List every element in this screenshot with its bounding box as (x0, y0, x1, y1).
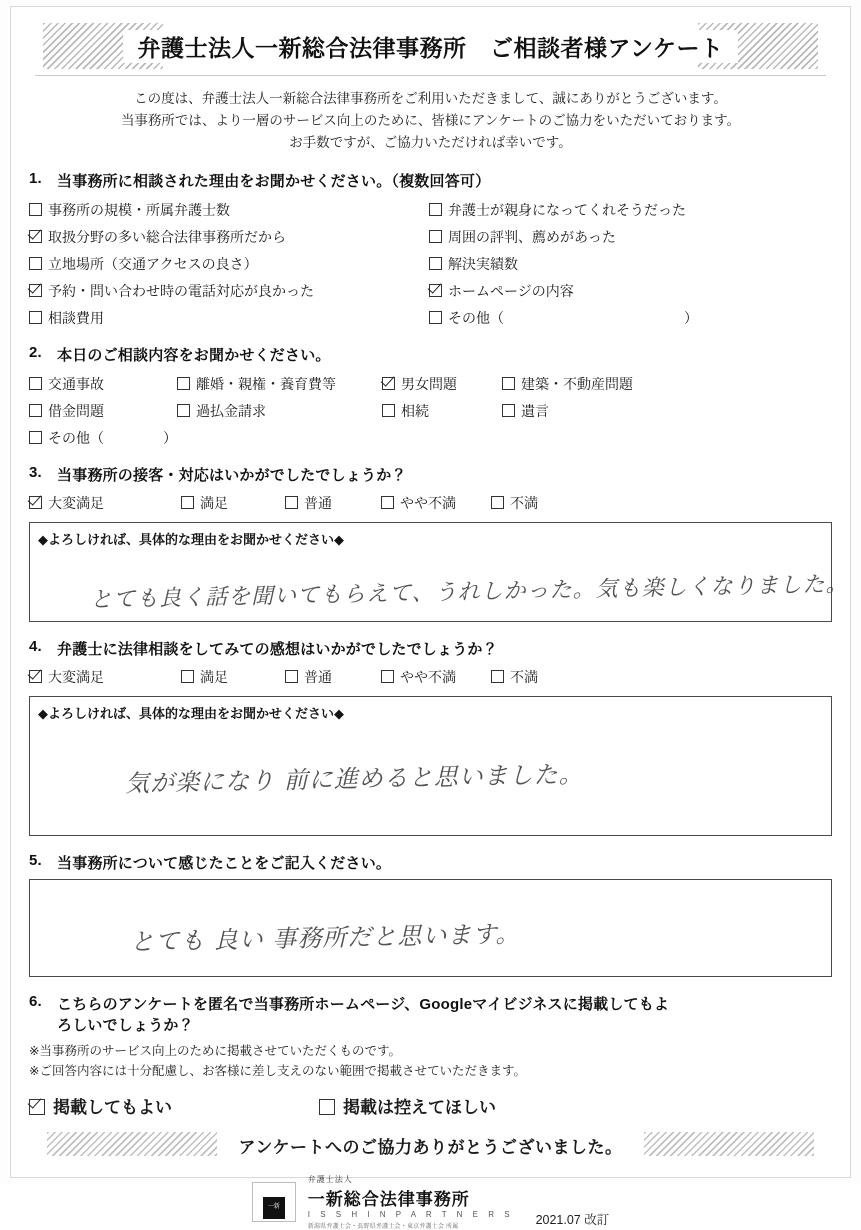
checkbox-icon[interactable] (381, 496, 394, 509)
checkbox-checked-icon[interactable] (429, 284, 442, 297)
question-6 (29, 993, 832, 1118)
q1-option-2-label: 取扱分野の多い総合法律事務所だから (48, 228, 286, 245)
q3-option-1-label: 満足 (200, 494, 228, 511)
checkbox-icon[interactable] (381, 670, 394, 683)
q4-option-1-label: 満足 (200, 668, 228, 685)
q6-option-1[interactable] (319, 1093, 496, 1118)
page-title: 弁護士法人一新総合法律事務所 ご相談者様アンケート (123, 30, 737, 63)
q1-option-8[interactable] (29, 308, 429, 328)
question-5-text: 当事務所について感じたことをご記入ください。 (57, 854, 392, 872)
q1-option-4[interactable] (29, 254, 429, 274)
question-3-number: 3. (29, 463, 42, 481)
q3-option-2[interactable] (285, 493, 381, 513)
q2-option-4-label: 借金問題 (48, 402, 104, 419)
question-2-options (29, 374, 832, 448)
checkbox-icon[interactable] (29, 404, 42, 417)
question-5-number: 5. (29, 851, 42, 869)
q3-option-0-label: 大変満足 (48, 494, 104, 511)
q1-option-4-label: 立地場所（交通アクセスの良さ） (48, 255, 258, 272)
q2-option-7-label: 遺言 (521, 402, 549, 419)
checkbox-icon[interactable] (29, 311, 42, 324)
checkbox-icon[interactable] (502, 377, 515, 390)
q3-option-3[interactable] (381, 493, 491, 513)
question-2-text: 本日のご相談内容をお聞かせください。 (57, 346, 331, 364)
checkbox-icon[interactable] (502, 404, 515, 417)
q2-option-6-label: 相続 (401, 402, 429, 419)
checkbox-icon[interactable] (429, 230, 442, 243)
question-4-options (29, 667, 832, 687)
revision-date: 2021.07 改訂 (535, 1212, 610, 1227)
footer-logo (29, 1174, 832, 1230)
q3-option-0[interactable] (29, 493, 181, 513)
checkbox-icon[interactable] (29, 377, 42, 390)
q1-option-6-label: 予約・問い合わせ時の電話対応が良かった (48, 282, 314, 299)
q1-option-3-label: 周囲の評判、薦めがあった (448, 228, 616, 245)
question-2 (29, 344, 832, 448)
q2-option-2-label: 男女問題 (401, 375, 457, 392)
question-6-text-line-1: こちらのアンケートを匿名で当事務所ホームページ、Googleマイビジネスに掲載してもよ (57, 995, 670, 1013)
q1-option-8-label: 相談費用 (48, 309, 104, 326)
q1-option-6[interactable] (29, 281, 429, 301)
question-6-note-1: ※当事務所のサービス向上のために掲載させていただくものです。 (29, 1043, 401, 1058)
question-4-answer-box[interactable] (29, 696, 832, 836)
checkbox-icon[interactable] (285, 670, 298, 683)
q1-option-0-label: 事務所の規模・所属弁護士数 (48, 201, 230, 218)
intro-line-3: お手数ですが、ご協力いただければ幸いです。 (289, 134, 572, 150)
question-4 (29, 638, 832, 836)
q2-option-0-label: 交通事故 (48, 375, 104, 392)
q1-option-7-label: ホームページの内容 (448, 282, 574, 299)
thanks-banner (29, 1132, 832, 1160)
q2-option-3[interactable] (502, 374, 633, 394)
question-3-heading (29, 464, 832, 485)
q4-option-4-label: 不満 (510, 668, 538, 685)
q6-option-0-label: 掲載してもよい (53, 1097, 172, 1117)
q2-option-1[interactable] (177, 374, 382, 394)
checkbox-icon[interactable] (491, 670, 504, 683)
q4-option-0[interactable] (29, 667, 181, 687)
question-5 (29, 852, 832, 977)
q4-option-1[interactable] (181, 667, 285, 687)
intro-line-2: 当事務所では、より一層のサービス向上のために、皆様にアンケートのご協力をいただいております。 (120, 112, 741, 128)
question-1-heading (29, 170, 832, 191)
checkbox-checked-icon[interactable] (29, 230, 42, 243)
q1-option-5[interactable] (429, 254, 518, 274)
checkbox-checked-icon[interactable] (29, 1099, 45, 1115)
checkbox-icon[interactable] (429, 257, 442, 270)
checkbox-icon[interactable] (177, 404, 190, 417)
q6-option-1-label: 掲載は控えてほしい (343, 1097, 496, 1117)
q1-option-0[interactable] (29, 200, 429, 220)
q1-option-2[interactable] (29, 227, 429, 247)
firm-logo-icon (252, 1182, 296, 1222)
firm-logo-mark-text: 一新 (263, 1197, 285, 1219)
firm-logo-line-4: 新潟県弁護士会・長野県弁護士会・東京弁護士会 所属 (307, 1223, 459, 1230)
q1-option-1[interactable] (429, 200, 686, 220)
q3-option-4[interactable] (491, 493, 538, 513)
firm-logo-line-3: I S S H I N P A R T N E R S (307, 1209, 514, 1219)
hatch-decoration-footer-left (47, 1132, 217, 1156)
question-3-handwritten-answer: とても良く話を聞いてもらえて、うれしかった。気も楽しくなりました。 (89, 571, 849, 613)
question-6-heading (29, 993, 832, 1035)
checkbox-icon[interactable] (181, 496, 194, 509)
checkbox-icon[interactable] (177, 377, 190, 390)
question-2-heading (29, 344, 832, 365)
q2-option-8[interactable] (29, 428, 177, 448)
q4-option-3[interactable] (381, 667, 491, 687)
question-1-text: 当事務所に相談された理由をお聞かせください。（複数回答可） (57, 172, 491, 190)
q1-option-9[interactable] (429, 308, 698, 328)
q4-option-2[interactable] (285, 667, 381, 687)
question-5-answer-box[interactable] (29, 880, 832, 977)
header-divider (35, 75, 826, 76)
checkbox-icon[interactable] (181, 670, 194, 683)
checkbox-icon[interactable] (285, 496, 298, 509)
document-header (29, 23, 832, 69)
checkbox-checked-icon[interactable] (29, 284, 42, 297)
scanned-sheet (10, 6, 851, 1230)
question-1-number: 1. (29, 169, 42, 187)
question-6-text-line-2: ろしいでしょうか？ (57, 1016, 194, 1034)
question-5-handwritten-answer: とても 良い 事務所だと思います。 (129, 919, 521, 956)
question-6-note-2: ※ご回答内容には十分配慮し、お客様に差し支えのない範囲で掲載させていただきます。 (29, 1063, 526, 1078)
question-6-options (29, 1093, 832, 1118)
checkbox-icon[interactable] (429, 311, 442, 324)
q4-option-4[interactable] (491, 667, 538, 687)
question-4-number: 4. (29, 637, 42, 655)
checkbox-checked-icon[interactable] (29, 670, 42, 683)
q3-option-2-label: 普通 (304, 494, 332, 511)
q1-option-3[interactable] (429, 227, 616, 247)
checkbox-icon[interactable] (29, 431, 42, 444)
q2-option-1-label: 離婚・親権・養育費等 (196, 375, 336, 392)
question-4-heading (29, 638, 832, 659)
q1-option-9-label: その他（ (448, 309, 504, 326)
checkbox-icon[interactable] (382, 404, 395, 417)
checkbox-icon[interactable] (319, 1099, 335, 1115)
q4-option-0-label: 大変満足 (48, 668, 104, 685)
firm-logo-line-2: 一新総合法律事務所 (307, 1189, 470, 1209)
q3-option-1[interactable] (181, 493, 285, 513)
firm-logo-line-1: 弁護士法人 (307, 1174, 353, 1184)
q6-option-0[interactable] (29, 1093, 319, 1118)
checkbox-icon[interactable] (491, 496, 504, 509)
q4-option-2-label: 普通 (304, 668, 332, 685)
question-5-heading (29, 852, 832, 873)
q3-option-3-label: やや不満 (400, 494, 456, 511)
q2-option-6[interactable] (382, 401, 502, 421)
question-4-answer-prompt: ◆よろしければ、具体的な理由をお聞かせください◆ (38, 705, 344, 721)
q2-option-3-label: 建築・不動産問題 (521, 375, 633, 392)
checkbox-checked-icon[interactable] (29, 496, 42, 509)
checkbox-icon[interactable] (429, 203, 442, 216)
question-3-options (29, 493, 832, 513)
question-4-handwritten-answer: 気が楽になり 前に進めると思いました。 (124, 759, 584, 798)
question-1 (29, 170, 832, 328)
q1-option-7[interactable] (429, 281, 574, 301)
q2-option-7[interactable] (502, 401, 549, 421)
q2-option-5-label: 過払金請求 (196, 402, 266, 419)
question-6-number: 6. (29, 992, 42, 1010)
q2-option-0[interactable] (29, 374, 177, 394)
question-4-text: 弁護士に法律相談をしてみての感想はいかがでしたでしょうか？ (57, 640, 498, 658)
checkbox-icon[interactable] (29, 203, 42, 216)
q2-option-4[interactable] (29, 401, 177, 421)
question-3-answer-prompt: ◆よろしければ、具体的な理由をお聞かせください◆ (38, 531, 344, 547)
checkbox-checked-icon[interactable] (382, 377, 395, 390)
q4-option-3-label: やや不満 (400, 668, 456, 685)
checkbox-icon[interactable] (29, 257, 42, 270)
q2-option-5[interactable] (177, 401, 382, 421)
intro-text (29, 88, 832, 154)
q2-option-8-suffix: ） (163, 429, 177, 446)
q2-option-2[interactable] (382, 374, 502, 394)
question-1-options (29, 200, 832, 328)
firm-logo-text (308, 1174, 514, 1230)
question-2-number: 2. (29, 343, 42, 361)
q3-option-4-label: 不満 (510, 494, 538, 511)
question-6-notes (29, 1041, 832, 1081)
q1-option-5-label: 解決実績数 (448, 255, 518, 272)
q1-option-9-suffix: ） (684, 309, 698, 326)
q1-option-1-label: 弁護士が親身になってくれそうだった (448, 201, 686, 218)
question-3 (29, 463, 849, 622)
q2-option-8-label: その他（ (48, 429, 104, 446)
intro-line-1: この度は、弁護士法人一新総合法律事務所をご利用いただきまして、誠にありがとうございます。 (134, 91, 727, 106)
hatch-decoration-footer-right (644, 1132, 814, 1156)
thanks-text: アンケートへのご協力ありがとうございました。 (227, 1133, 635, 1158)
question-3-text: 当事務所の接客・対応はいかがでしたでしょうか？ (57, 466, 407, 484)
question-3-answer-box[interactable] (29, 522, 849, 622)
